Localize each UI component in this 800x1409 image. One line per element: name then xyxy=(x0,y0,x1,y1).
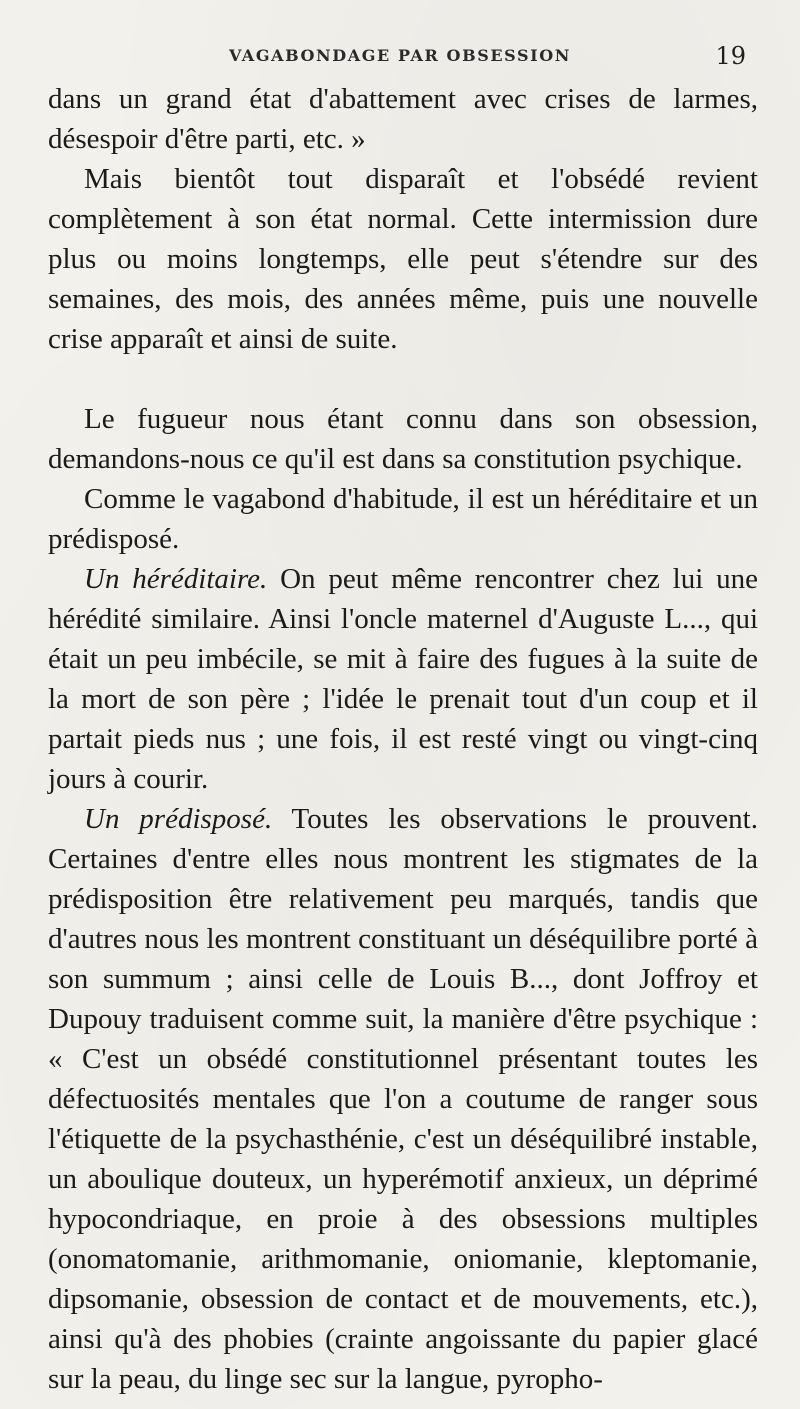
paragraph xyxy=(48,159,758,359)
paragraph xyxy=(48,799,758,1399)
paragraph-continuation xyxy=(48,79,758,159)
paragraph-text: On peut même rencontrer chez lui une hérédité similaire. Ainsi l'oncle maternel d'Auguste L..., qui était un peu imbécile, se mit à faire des fugues à la suite de la mort de son père ; l'idée le prenait tout d'un coup et il partait pieds nus ; une fois, il est resté vingt ou vingt-cinq jours à courir. xyxy=(48,563,758,795)
paragraph-text: Le fugueur nous étant connu dans son obsession, demandons-nous ce qu'il est dans sa constitution psychique. xyxy=(48,403,758,475)
paragraph xyxy=(48,559,758,799)
page-number: 19 xyxy=(715,42,746,70)
running-title: VAGABONDAGE PAR OBSESSION xyxy=(229,46,571,65)
body-text xyxy=(48,79,758,1399)
paragraph-text: Toutes les observations le prouvent. Certaines d'entre elles nous montrent les stigmates de la prédisposition être relativement peu marqués, tandis que d'autres nous les montrent constituant un déséquilibre porté à son summum ; ainsi celle de Louis B..., dont Joffroy et Dupouy traduisent comme suit, la manière d'être psychique : « C'est un obsédé constitutionnel présentant toutes les défectuosités mentales que l'on a coutume de ranger sous l'étiquette de la psychasthénie, c'est un déséquilibré instable, un aboulique douteux, un hyperémotif anxieux, un déprimé hypocondriaque, en proie à des obsessions multiples (onomatomanie, arithmomanie, oniomanie, kleptomanie, dipsomanie, obsession de contact et de mouvements, etc.), ainsi qu'à des phobies (crainte angoissante du papier glacé sur la peau, du linge sec sur la langue, pyropho- xyxy=(48,803,758,1395)
paragraph-text: Comme le vagabond d'habitude, il est un héréditaire et un prédisposé. xyxy=(48,483,758,555)
paragraph xyxy=(48,479,758,559)
paragraph-text: Mais bientôt tout disparaît et l'obsédé revient complètement à son état normal. Cette intermission dure plus ou moins longtemps, elle peut s'étendre sur des semaines, des mois, des années même, puis une nouvelle crise apparaît et ainsi de suite. xyxy=(48,163,758,355)
running-head xyxy=(0,44,800,74)
paragraph-text: dans un grand état d'abattement avec crises de larmes, désespoir d'être parti, etc. » xyxy=(48,83,758,155)
paragraph-lead: Un prédisposé. xyxy=(84,803,273,835)
paragraph xyxy=(48,399,758,479)
paragraph-lead: Un héréditaire. xyxy=(84,563,268,595)
